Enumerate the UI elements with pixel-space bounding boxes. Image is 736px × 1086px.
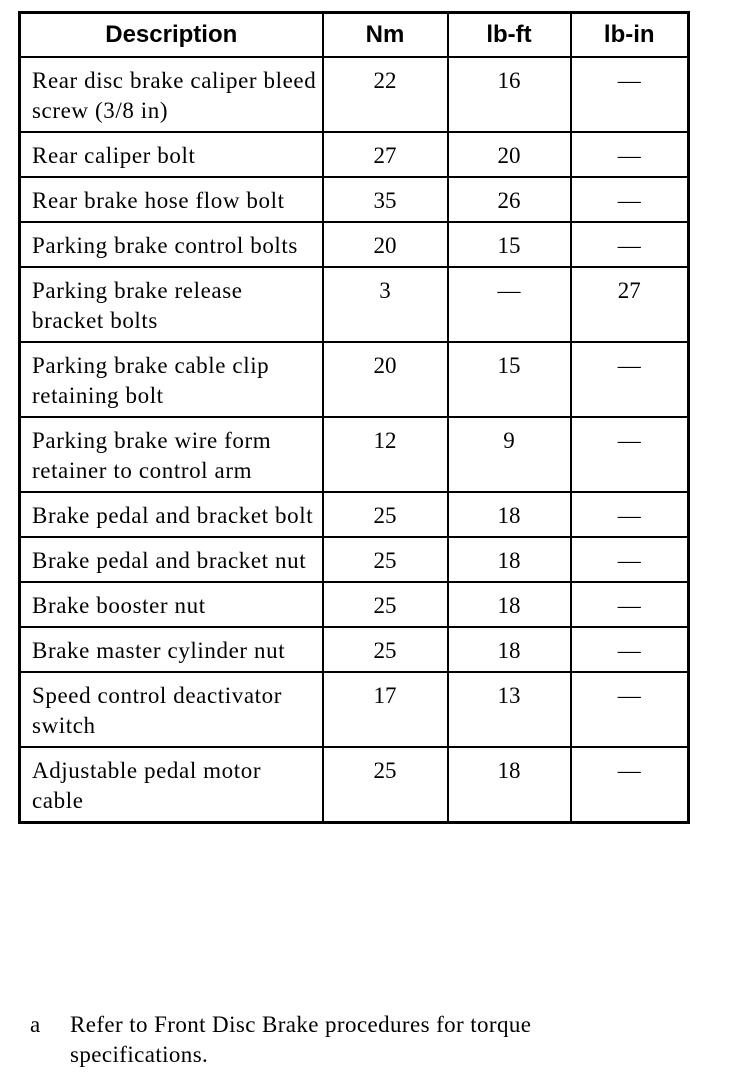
cell-nm: 25 (323, 492, 448, 537)
table-header-row (20, 13, 689, 58)
cell-description: Speed control deactivator switch (20, 672, 323, 747)
cell-description: Brake pedal and bracket bolt (20, 492, 323, 537)
footnote-marker: a (30, 1012, 41, 1037)
cell-description: Brake booster nut (20, 582, 323, 627)
cell-description: Parking brake wire form retainer to control arm (20, 417, 323, 492)
table-row (20, 132, 689, 177)
cell-nm: 25 (323, 582, 448, 627)
cell-nm: 27 (323, 132, 448, 177)
cell-nm: 17 (323, 672, 448, 747)
cell-lb-in: — (571, 672, 689, 747)
cell-lb-in: — (571, 747, 689, 823)
table-row (20, 582, 689, 627)
cell-lb-ft: 18 (448, 492, 571, 537)
cell-lb-ft: 18 (448, 537, 571, 582)
cell-description: Brake pedal and bracket nut (20, 537, 323, 582)
cell-lb-ft: 15 (448, 342, 571, 417)
cell-nm: 22 (323, 57, 448, 132)
cell-description: Rear disc brake caliper bleed screw (3/8 in) (20, 57, 323, 132)
cell-description: Parking brake release bracket bolts (20, 267, 323, 342)
cell-nm: 25 (323, 627, 448, 672)
table-row (20, 672, 689, 747)
cell-lb-in: — (571, 132, 689, 177)
cell-lb-in: — (571, 492, 689, 537)
header-nm: Nm (323, 13, 448, 58)
table-row (20, 492, 689, 537)
cell-nm: 3 (323, 267, 448, 342)
cell-description: Adjustable pedal motor cable (20, 747, 323, 823)
cell-lb-ft: 13 (448, 672, 571, 747)
cell-lb-in: — (571, 177, 689, 222)
cell-nm: 35 (323, 177, 448, 222)
table-row (20, 57, 689, 132)
table-row (20, 342, 689, 417)
cell-nm: 12 (323, 417, 448, 492)
table-row (20, 537, 689, 582)
cell-lb-ft: 18 (448, 747, 571, 823)
cell-nm: 20 (323, 222, 448, 267)
cell-nm: 25 (323, 537, 448, 582)
cell-nm: 20 (323, 342, 448, 417)
table-body (20, 57, 689, 823)
table-row (20, 747, 689, 823)
cell-description: Rear brake hose flow bolt (20, 177, 323, 222)
cell-description: Parking brake cable clip retaining bolt (20, 342, 323, 417)
header-lb-ft: lb-ft (448, 13, 571, 58)
torque-spec-table (18, 11, 690, 824)
cell-lb-ft: — (448, 267, 571, 342)
header-description: Description (20, 13, 323, 58)
table-row (20, 627, 689, 672)
table-row (20, 222, 689, 267)
footnote (30, 1010, 670, 1070)
cell-lb-ft: 18 (448, 582, 571, 627)
cell-description: Brake master cylinder nut (20, 627, 323, 672)
table-row (20, 267, 689, 342)
cell-lb-ft: 26 (448, 177, 571, 222)
cell-lb-in: — (571, 582, 689, 627)
cell-lb-in: — (571, 342, 689, 417)
header-lb-in: lb-in (571, 13, 689, 58)
cell-lb-ft: 20 (448, 132, 571, 177)
cell-lb-in: — (571, 627, 689, 672)
cell-description: Rear caliper bolt (20, 132, 323, 177)
cell-lb-in: — (571, 222, 689, 267)
cell-lb-ft: 9 (448, 417, 571, 492)
cell-lb-in: — (571, 537, 689, 582)
cell-lb-ft: 15 (448, 222, 571, 267)
cell-description: Parking brake control bolts (20, 222, 323, 267)
table-row (20, 417, 689, 492)
cell-lb-in: 27 (571, 267, 689, 342)
cell-lb-in: — (571, 57, 689, 132)
cell-lb-ft: 16 (448, 57, 571, 132)
cell-lb-in: — (571, 417, 689, 492)
footnote-text: Refer to Front Disc Brake procedures for torque specifications. (70, 1012, 532, 1067)
cell-nm: 25 (323, 747, 448, 823)
table-row (20, 177, 689, 222)
cell-lb-ft: 18 (448, 627, 571, 672)
